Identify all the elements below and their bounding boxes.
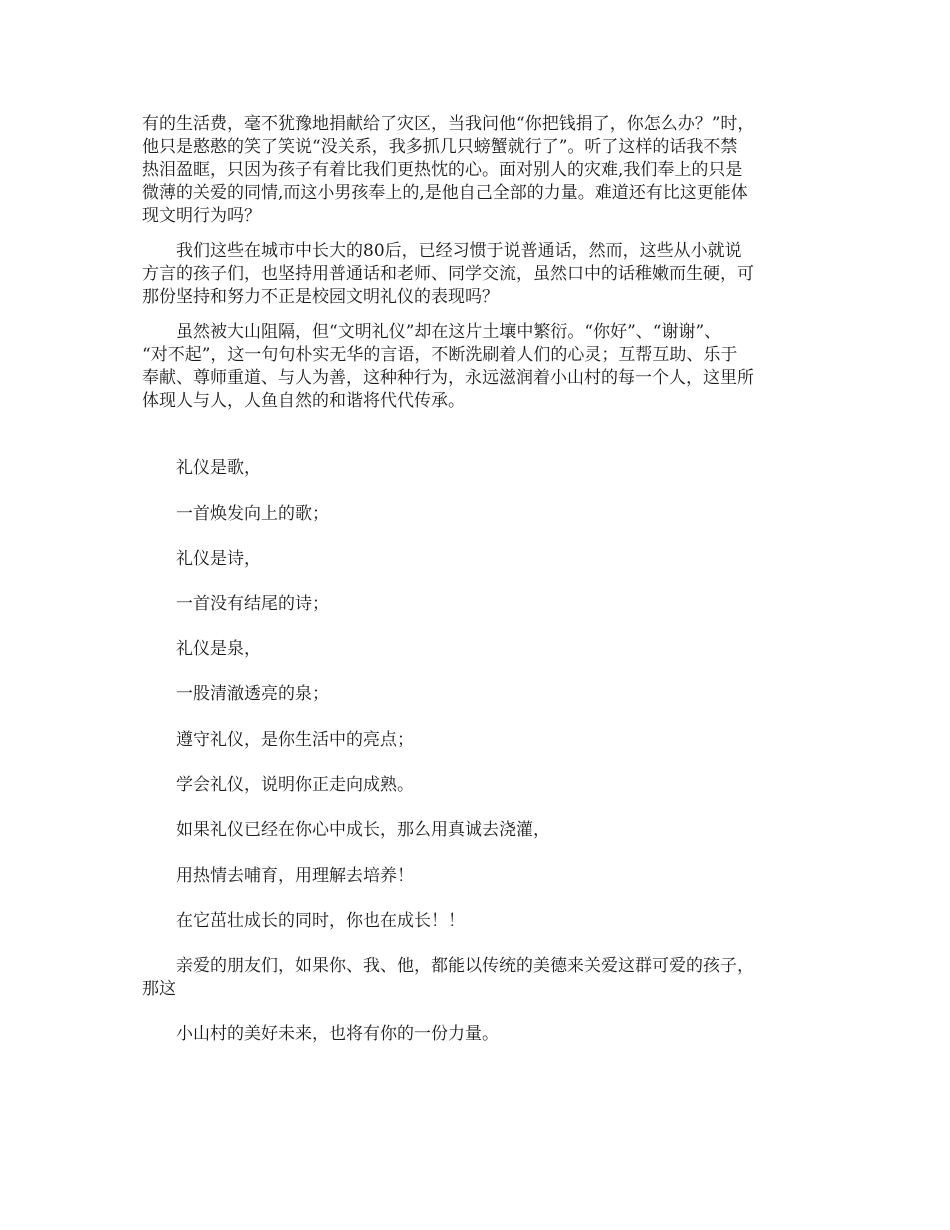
text-line: 有的生活费，毫不犹豫地捐献给了灾区，当我问他“你把钱捐了，你怎么办？”时， <box>142 114 755 134</box>
verse-line <box>142 457 807 480</box>
text-line: 热泪盈眶，只因为孩子有着比我们更热忱的心。面对别人的灾难,我们奉上的只是 <box>142 160 743 180</box>
text-line: 用热情去哺育，用理解去培养！ <box>142 866 414 886</box>
text-line: 礼仪是泉， <box>142 639 261 659</box>
paragraph-closing <box>142 955 807 1001</box>
text-line: 那份坚持和努力不正是校园文明礼仪的表现吗？ <box>142 287 499 307</box>
text-line: 体现人与人，人鱼自然的和谐将代代传承。 <box>142 391 465 411</box>
text-line: 学会礼仪，说明你正走向成熟。 <box>142 775 414 795</box>
text-line: 一首没有结尾的诗； <box>142 594 329 614</box>
text-line: 礼仪是诗， <box>142 549 261 569</box>
verse-line <box>142 774 807 797</box>
text-line: 小山村的美好未来，也将有你的一份力量。 <box>142 1024 499 1044</box>
text-line: 那这 <box>142 979 176 999</box>
verse-line <box>142 729 807 752</box>
text-line: 一股清澈透亮的泉； <box>142 684 329 704</box>
verse-line <box>142 819 807 842</box>
text-line: 虽然被大山阻隔，但“文明礼仪”却在这片土壤中繁衍。“你好”、“谢谢”、 <box>142 322 722 342</box>
text-line: 遵守礼仪，是你生活中的亮点； <box>142 730 414 750</box>
verse-line <box>142 910 807 933</box>
verse-line <box>142 865 807 888</box>
paragraph-3 <box>142 321 807 413</box>
verse-line <box>142 683 807 706</box>
text-line: 微薄的关爱的同情,而这小男孩奉上的,是他自己全部的力量。难道还有比这更能体 <box>142 183 748 203</box>
text-line: 礼仪是歌， <box>142 458 261 478</box>
paragraph-1 <box>142 113 807 228</box>
text-line: 现文明行为吗？ <box>142 206 261 226</box>
verse-line <box>142 503 807 526</box>
verse-line <box>142 548 807 571</box>
text-line: 一首焕发向上的歌； <box>142 504 329 524</box>
text-line: 亲爱的朋友们，如果你、我、他，都能以传统的美德来关爱这群可爱的孩子， <box>142 956 754 976</box>
text-line: 奉献、尊师重道、与人为善，这种种行为，永远滋润着小山村的每一个人，这里所 <box>142 368 754 388</box>
text-line: 我们这些在城市中长大的80后，已经习惯于说普通话，然而，这些从小就说 <box>142 241 742 261</box>
text-line: 方言的孩子们，也坚持用普通话和老师、同学交流，虽然口中的话稚嫩而生硬，可 <box>142 264 754 284</box>
paragraph-2 <box>142 240 807 309</box>
text-line: 他只是憨憨的笑了笑说“没关系，我多抓几只螃蟹就行了”。听了这样的话我不禁 <box>142 137 738 157</box>
verse-line <box>142 638 807 661</box>
paragraph-final <box>142 1023 807 1046</box>
text-line: 在它茁壮成长的同时，你也在成长！！ <box>142 911 465 931</box>
verse-line <box>142 593 807 616</box>
text-line: 如果礼仪已经在你心中成长，那么用真诚去浇灌， <box>142 820 550 840</box>
text-line: “对不起”，这一句句朴实无华的言语，不断洗刷着人们的心灵；互帮互助、乐于 <box>142 345 738 365</box>
